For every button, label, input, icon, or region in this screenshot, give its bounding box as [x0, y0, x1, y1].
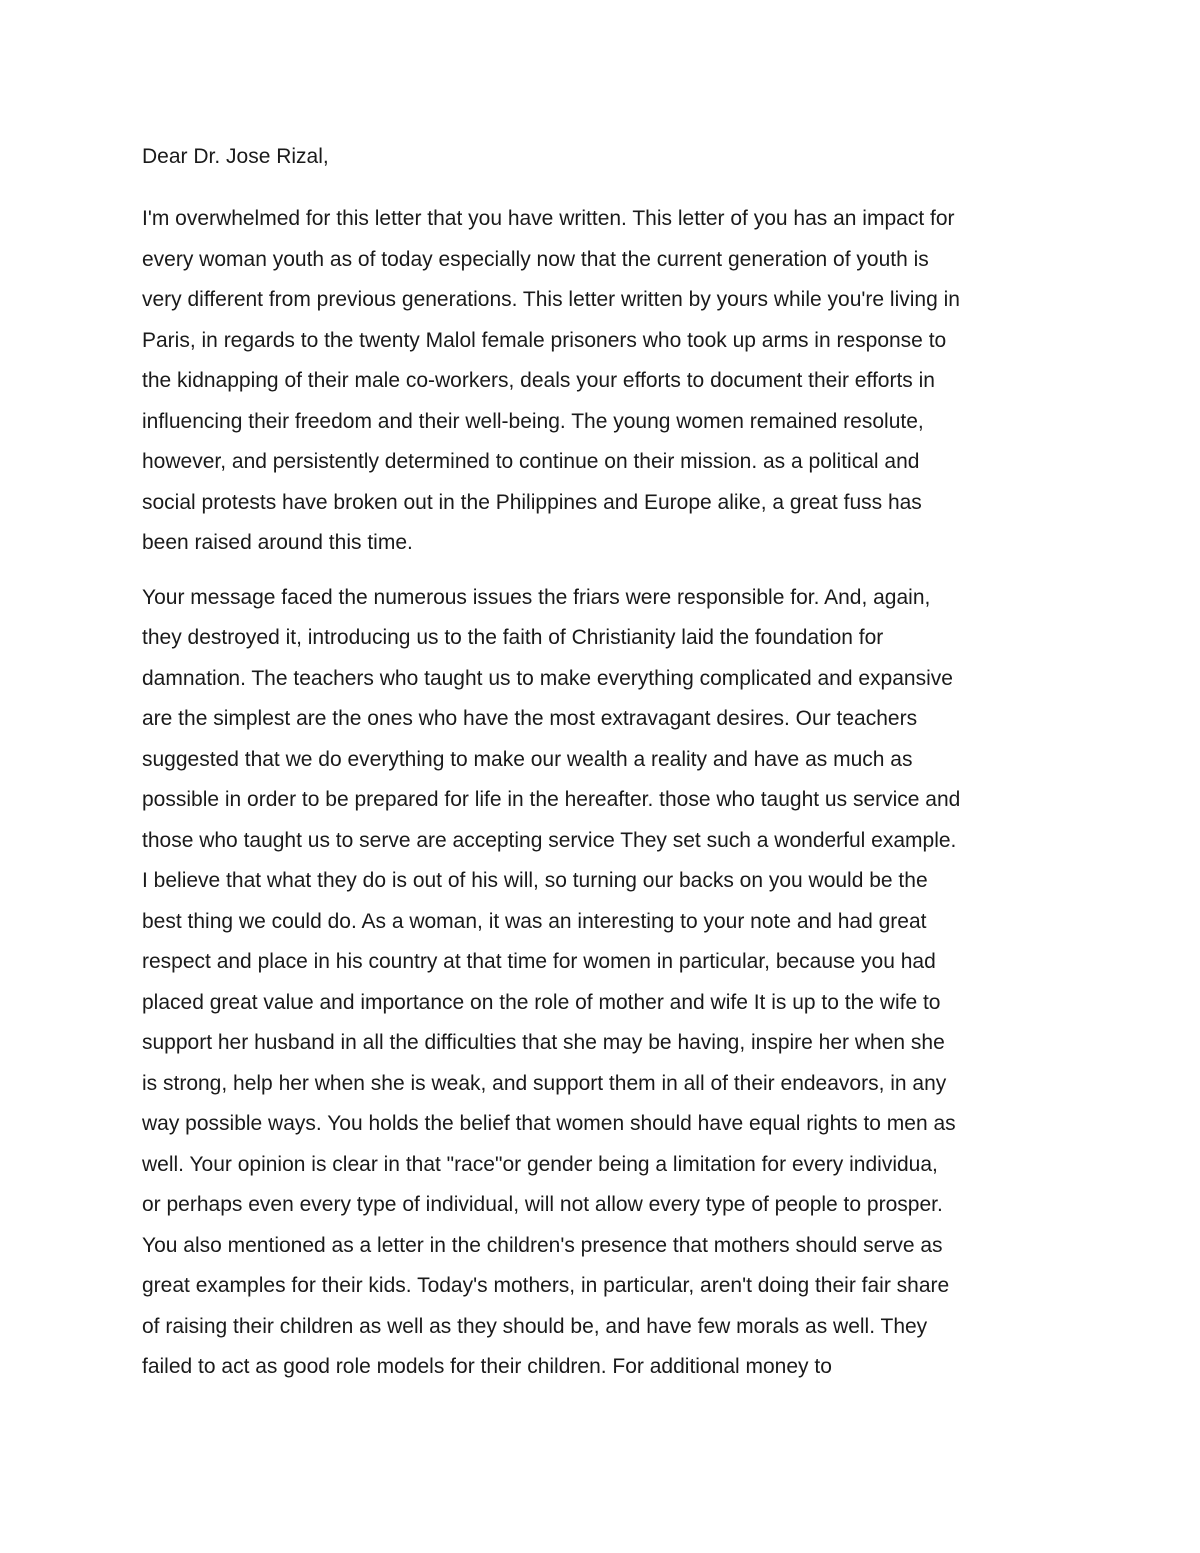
text-line: Paris, in regards to the twenty Malol female prisoners who took up arms in response to	[142, 328, 947, 352]
text-line: You also mentioned as a letter in the children's presence that mothers should serve as	[142, 1233, 943, 1257]
text-line: damnation. The teachers who taught us to make everything complicated and expansive	[142, 666, 953, 690]
paragraph-1	[142, 199, 1072, 564]
text-line: I believe that what they do is out of his will, so turning our backs on you would be the	[142, 869, 928, 892]
text-line: suggested that we do everything to make our wealth a reality and have as much as	[142, 747, 913, 771]
text-line: support her husband in all the difficulties that she may be having, inspire her when she	[142, 1031, 945, 1054]
text-line: well. Your opinion is clear in that "race"or gender being a limitation for every individua,	[142, 1152, 938, 1176]
text-line: those who taught us to serve are accepting service They set such a wonderful example.	[142, 828, 957, 852]
text-line: social protests have broken out in the Philippines and Europe alike, a great fuss has	[142, 490, 922, 514]
text-line: way possible ways. You holds the belief that women should have equal rights to men as	[142, 1112, 956, 1135]
text-line: been raised around this time.	[142, 531, 413, 554]
text-line: they destroyed it, introducing us to the faith of Christianity laid the foundation for	[142, 626, 884, 649]
text-line: every woman youth as of today especially now that the current generation of youth is	[142, 247, 929, 271]
text-line: the kidnapping of their male co-workers, deals your efforts to document their efforts in	[142, 369, 935, 392]
text-line: are the simplest are the ones who have the most extravagant desires. Our teachers	[142, 707, 918, 730]
text-line: failed to act as good role models for their children. For additional money to	[142, 1355, 832, 1378]
text-line: placed great value and importance on the role of mother and wife It is up to the wife to	[142, 990, 941, 1014]
text-line: Your message faced the numerous issues the friars were responsible for. And, again,	[142, 585, 931, 609]
text-line: of raising their children as well as they should be, and have few morals as well. They	[142, 1314, 928, 1338]
text-line: best thing we could do. As a woman, it was an interesting to your note and had great	[142, 909, 927, 933]
text-line: very different from previous generations. This letter written by yours while you're living in	[142, 288, 960, 311]
text-line: great examples for their kids. Today's mothers, in particular, aren't doing their fair share	[142, 1274, 950, 1297]
text-line: I'm overwhelmed for this letter that you have written. This letter of you has an impact for	[142, 207, 955, 230]
paragraph-2	[142, 578, 1072, 1388]
text-line: or perhaps even every type of individual, will not allow every type of people to prosper.	[142, 1193, 943, 1216]
salutation: Dear Dr. Jose Rizal,	[142, 145, 329, 168]
text-line: however, and persistently determined to continue on their mission. as a political and	[142, 450, 920, 473]
letter-body	[142, 142, 1072, 1402]
text-line: respect and place in his country at that time for women in particular, because you had	[142, 950, 936, 973]
text-line: is strong, help her when she is weak, and support them in all of their endeavors, in any	[142, 1071, 947, 1095]
text-line: possible in order to be prepared for life in the hereafter. those who taught us service and	[142, 788, 961, 811]
text-line: influencing their freedom and their well-being. The young women remained resolute,	[142, 409, 924, 433]
